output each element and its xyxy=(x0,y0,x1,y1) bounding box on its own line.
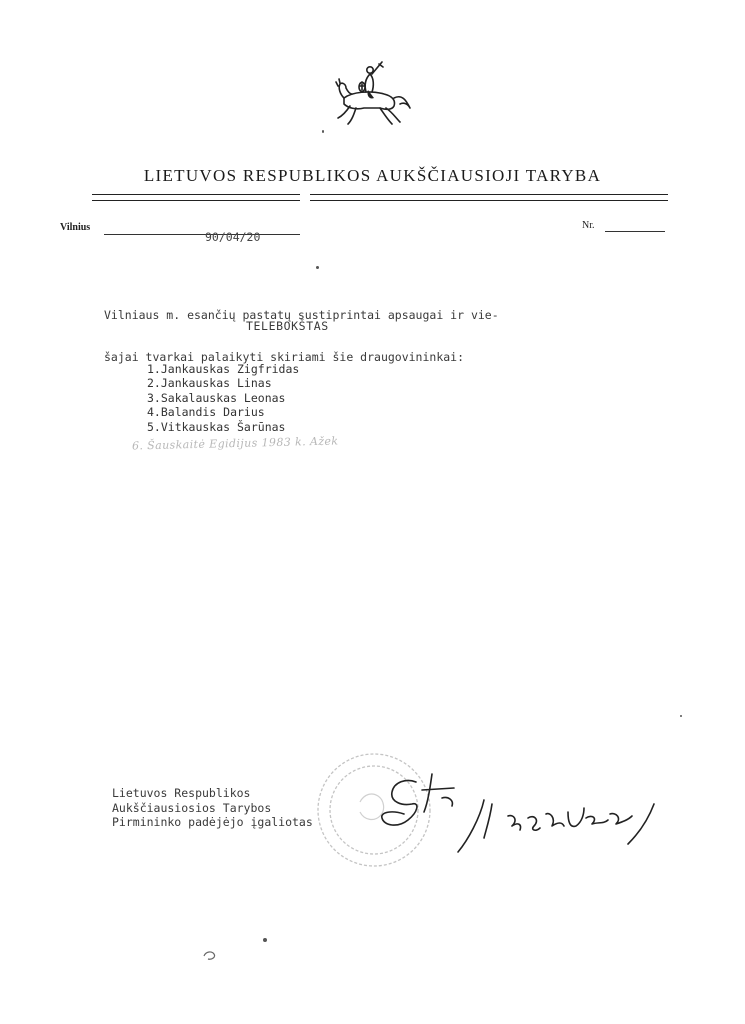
handwritten-note: 6. Šauskaitė Egidijus 1983 k. Ažek xyxy=(131,434,339,453)
number-label: Nr. xyxy=(582,220,595,231)
header-rule-left-top xyxy=(92,194,300,195)
paper-speck xyxy=(263,938,267,942)
document-date: 90/04/20 xyxy=(205,230,261,244)
paper-speck xyxy=(322,130,324,133)
location-heading: TELEBOKŠTAS xyxy=(246,319,329,333)
signatory-line-3: Pirmininko padėjėjo įgaliotas xyxy=(112,815,313,830)
list-item: 1.Jankauskas Zigfridas xyxy=(147,362,300,376)
paper-speck xyxy=(316,266,319,269)
intro-line-2: šajai tvarkai palaikyti skiriami šie draugovininkai: xyxy=(104,350,465,364)
number-line xyxy=(605,231,665,232)
handwritten-signature-icon xyxy=(372,768,672,863)
person-list xyxy=(147,362,299,434)
list-item: 3.Sakalauskas Leonas xyxy=(147,390,286,405)
intro-line-1: Vilniaus m. esančių pastatų sustiprintai apsaugai ir vie- xyxy=(104,308,499,322)
list-item: 4.Balandis Darius xyxy=(147,405,265,420)
header-rule-right-top xyxy=(310,194,668,195)
institution-title: LIETUVOS RESPUBLIKOS AUKŠČIAUSIOJI TARYBA xyxy=(143,166,602,185)
vytis-knight-emblem-icon xyxy=(330,58,414,130)
list-item: 2.Jankauskas Linas xyxy=(147,376,272,391)
ink-smudge-icon xyxy=(200,948,222,962)
signatory-line-1: Lietuvos Respublikos xyxy=(112,786,251,800)
date-line xyxy=(104,234,300,235)
header-rule-right-bottom xyxy=(310,200,668,201)
place-label: Vilnius xyxy=(60,222,91,233)
signatory-line-2: Aukščiausiosios Tarybos xyxy=(112,800,272,815)
header-rule-left-bottom xyxy=(92,200,300,201)
signatory-block xyxy=(112,786,313,830)
list-item: 5.Vitkauskas Šarūnas xyxy=(147,419,286,434)
paper-speck xyxy=(680,715,682,717)
